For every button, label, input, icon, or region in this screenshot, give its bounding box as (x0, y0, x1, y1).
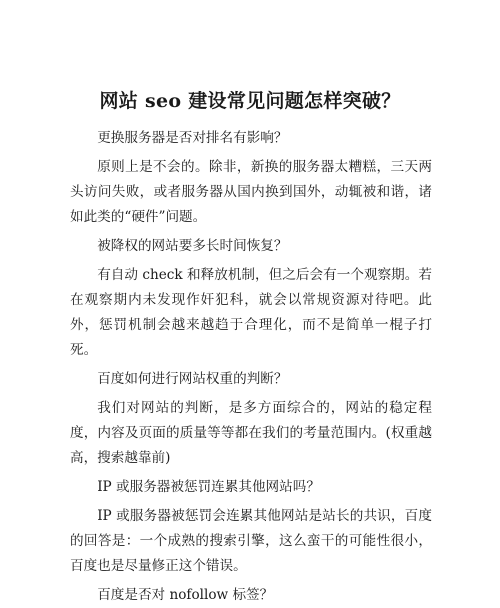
answer-2: 有自动 check 和释放机制，但之后会有一个观察期。若在观察期内未发现作奸犯科，就会以常规资源对待吧。此外，惩罚机制会越来越趋于合理化，而不是简单一棍子打死。 (70, 267, 432, 358)
document-title: 网站 seo 建设常见问题怎样突破？ (99, 90, 401, 112)
question-4: IP 或服务器被惩罚连累其他网站吗？ (97, 479, 320, 495)
question-3: 百度如何进行网站权重的判断？ (97, 371, 288, 387)
question-1: 更换服务器是否对排名有影响？ (97, 130, 288, 146)
document-body (70, 126, 432, 608)
answer-4: IP 或服务器被惩罚会连累其他网站是站长的共识，百度的回答是：一个成熟的搜索引擎，这么蛮干的可能性很小，百度也是尽量修正这个错误。 (70, 508, 432, 574)
question-2: 被降权的网站要多长时间恢复？ (97, 238, 288, 254)
answer-1: 原则上是不会的。除非，新换的服务器太糟糕，三天两头访问失败，或者服务器从国内换到国外，动辄被和谐，诸如此类的“硬件”问题。 (70, 159, 432, 225)
answer-3: 我们对网站的判断，是多方面综合的，网站的稳定程度，内容及页面的质量等等都在我们的考量范围内。(权重越高，搜索越靠前) (70, 400, 432, 466)
question-5: 百度是否对 nofollow 标签？ (97, 587, 274, 603)
